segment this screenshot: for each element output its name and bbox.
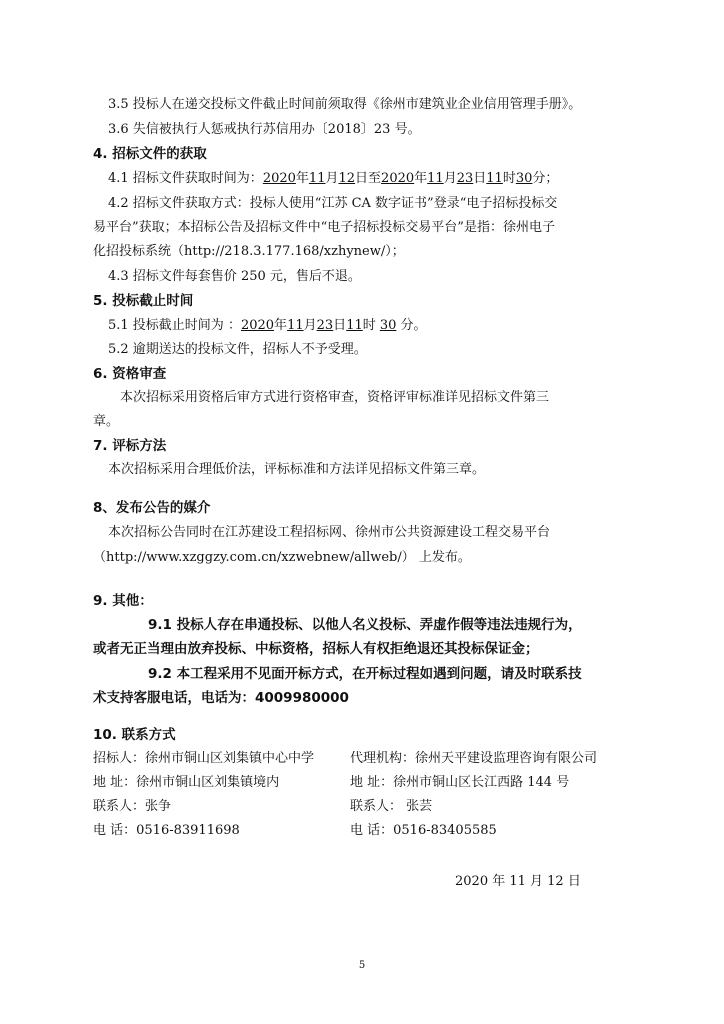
text-ri: 日 [333, 318, 347, 333]
section-4-heading: 4. 招标文件的获取 [93, 146, 207, 162]
text-nian: 年 [295, 171, 309, 186]
agent-phone: 电 话：0516-83405585 [350, 823, 497, 838]
text-shi: 时 [502, 171, 516, 186]
deadline-day: 23 [316, 318, 334, 333]
deadline-month: 11 [287, 318, 304, 333]
clause-3-6: 3.6 失信被执行人惩戒执行苏信用办〔2018〕23 号。 [108, 122, 421, 137]
section-10-heading: 10. 联系方式 [93, 727, 176, 743]
deadline-year: 2020 [240, 318, 275, 333]
section-8-heading: 8、发布公告的媒介 [93, 500, 211, 516]
deadline-hour: 11 [346, 318, 363, 333]
section-9-heading: 9. 其他： [93, 593, 153, 609]
clause-4-2-line3: 化招投标系统（http://218.3.177.168/xzhynew/）； [93, 244, 405, 259]
section-8-text-line1: 本次招标公告同时在江苏建设工程招标网、徐州市公共资源建设工程交易平台 [108, 525, 551, 540]
clause-9-1-line2: 或者无正当理由放弃投标、中标资格，招标人有权拒绝退还其投标保证金； [93, 641, 539, 657]
obtain-end-hour: 11 [486, 171, 503, 186]
text-rizhi: 日至 [355, 171, 382, 186]
text-yue: 月 [303, 318, 317, 333]
tenderer-phone: 电 话：0516-83911698 [93, 823, 240, 838]
obtain-start-day: 12 [338, 171, 356, 186]
clause-5-1-prefix: 5.1 投标截止时间为 ： [108, 318, 241, 333]
clause-9-1-line1: 9.1 投标人存在串通投标、以他人名义投标、弄虚作假等违法违规行为， [148, 617, 582, 633]
clause-5-1 [108, 317, 427, 335]
issue-date: 2020 年 11 月 12 日 [455, 874, 581, 889]
text-yue: 月 [325, 171, 339, 186]
section-6-text-line1: 本次招标采用资格后审方式进行资格审查，资格评审标准详见招标文件第三 [120, 390, 550, 405]
text-fen: 分； [532, 171, 559, 186]
obtain-end-year: 2020 [381, 171, 415, 186]
clause-9-2-line2: 术支持客服电话，电话为：4009980000 [93, 690, 349, 706]
clause-4-3: 4.3 招标文件每套售价 250 元，售后不退。 [108, 269, 361, 284]
clause-4-1 [108, 170, 558, 188]
deadline-minute: 30 [379, 318, 397, 333]
section-5-heading: 5. 投标截止时间 [93, 293, 194, 309]
obtain-start-month: 11 [308, 171, 326, 186]
agent-address: 地 址：徐州市铜山区长江西路 144 号 [350, 775, 570, 790]
tenderer-address: 地 址：徐州市铜山区刘集镇境内 [93, 775, 280, 790]
clause-3-5: 3.5 投标人在递交投标文件截止时间前须取得《徐州市建筑业企业信用管理手册》。 [108, 97, 582, 112]
text-nian: 年 [414, 171, 428, 186]
agent-contact: 联系人： 张芸 [350, 799, 433, 814]
section-6-heading: 6. 资格审查 [93, 366, 167, 382]
section-8-text-line2: （http://www.xzggzy.com.cn/xzwebnew/allweb/） 上发布。 [93, 550, 471, 565]
text-fen: 分。 [396, 318, 427, 333]
page-number: 5 [358, 960, 366, 971]
clause-5-2: 5.2 逾期送达的投标文件，招标人不予受理。 [108, 342, 367, 357]
clause-4-1-prefix: 4.1 招标文件获取时间为： [108, 171, 263, 186]
agent-name: 代理机构：徐州天平建设监理咨询有限公司 [350, 751, 598, 766]
obtain-end-day: 23 [456, 171, 474, 186]
text-shi: 时 [362, 318, 380, 333]
obtain-start-year: 2020 [262, 171, 296, 186]
section-7-text: 本次招标采用合理低价法，评标标准和方法详见招标文件第三章。 [108, 462, 486, 477]
clause-4-2-line1: 4.2 招标文件获取方式：投标人使用“江苏 CA 数字证书”登录“电子招标投标交 [108, 196, 558, 211]
clause-9-2-line1: 9.2 本工程采用不见面开标方式，在开标过程如遇到问题，请及时联系技 [148, 666, 582, 682]
obtain-end-minute: 30 [515, 171, 533, 186]
text-nian: 年 [274, 318, 288, 333]
tenderer-name: 招标人：徐州市铜山区刘集镇中心中学 [93, 751, 315, 766]
clause-4-2-line2: 易平台”获取；本招标公告及招标文件中“电子招标投标交易平台”是指：徐州电子 [93, 220, 555, 235]
text-yue: 月 [443, 171, 457, 186]
section-6-text-line2: 章。 [93, 414, 120, 429]
section-7-heading: 7. 评标方法 [93, 438, 167, 454]
obtain-end-month: 11 [427, 171, 444, 186]
text-ri: 日 [473, 171, 487, 186]
tenderer-contact: 联系人：张争 [93, 799, 172, 814]
